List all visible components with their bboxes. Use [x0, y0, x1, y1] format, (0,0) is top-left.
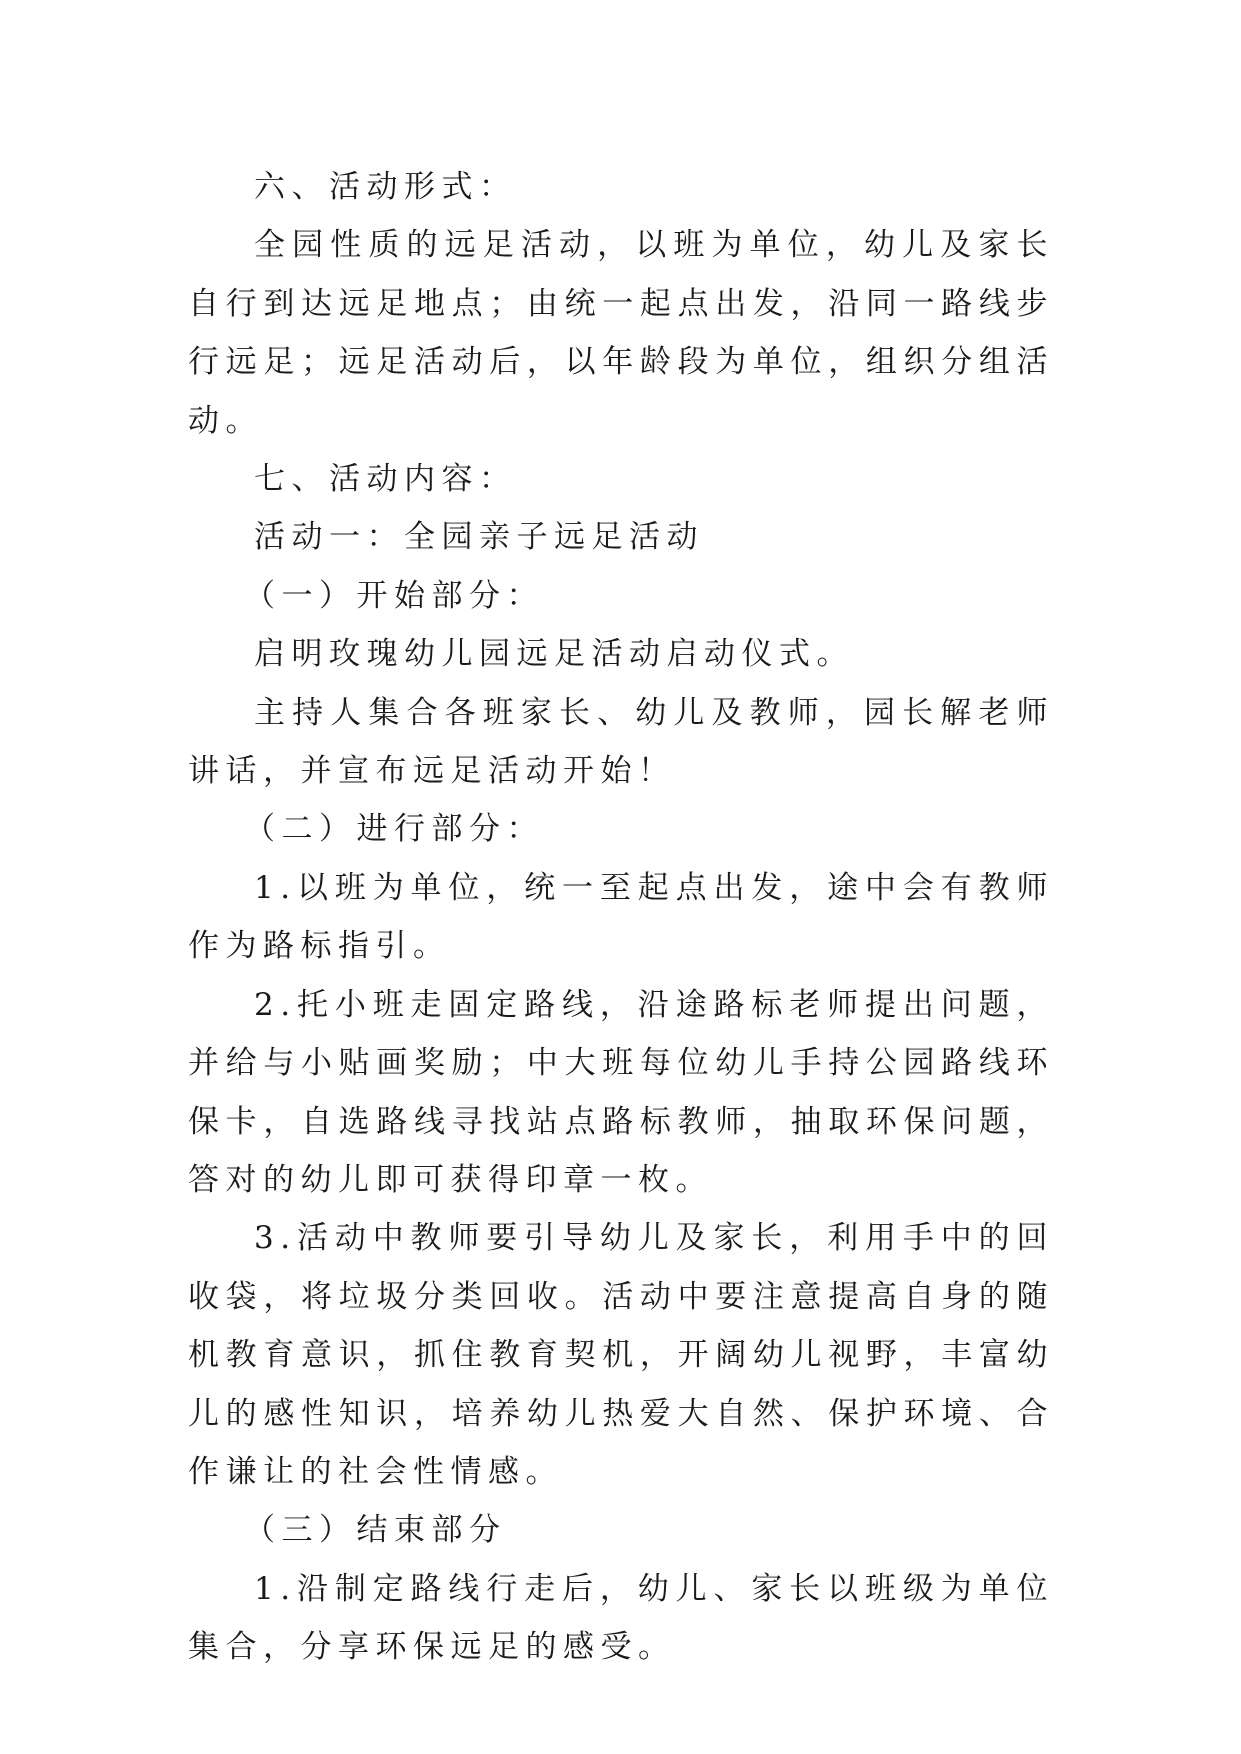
paragraph-launch-ceremony: 启明玫瑰幼儿园远足活动启动仪式。: [254, 636, 854, 673]
paragraph-host-gathering: 主持人集合各班家长、幼儿及教师，园长解老师讲话，并宣布远足活动开始！: [188, 694, 1054, 790]
list-item-end-1: 1.沿制定路线行走后，幼儿、家长以班级为单位集合，分享环保远足的感受。: [188, 1570, 1054, 1666]
section-heading-activity-content: 七、活动内容：: [254, 461, 517, 498]
list-item-progress-3: 3.活动中教师要引导幼儿及家长，利用手中的回收袋，将垃圾分类回收。活动中要注意提高自身的随机教育意识，抓住教育契机，开阔幼儿视野，丰富幼儿的感性知识，培养幼儿热爱大自然、保护环境、合作谦让的社会性情感。: [188, 1220, 1054, 1490]
subheading-start-part: （一）开始部分：: [244, 577, 544, 614]
document-body: [188, 158, 1054, 1677]
list-item-progress-1: 1.以班为单位，统一至起点出发，途中会有教师作为路标指引。: [188, 869, 1054, 965]
paragraph-activity-form: 全园性质的远足活动，以班为单位，幼儿及家长自行到达远足地点；由统一起点出发，沿同一路线步行远足；远足活动后，以年龄段为单位，组织分组活动。: [188, 227, 1054, 439]
subheading-end-part: （三）结束部分: [244, 1512, 507, 1549]
subheading-activity-one: 活动一：全园亲子远足活动: [254, 519, 704, 556]
subheading-progress-part: （二）进行部分：: [244, 811, 544, 848]
section-heading-activity-form: 六、活动形式：: [254, 169, 517, 205]
list-item-progress-2: 2.托小班走固定路线，沿途路标老师提出问题，并给与小贴画奖励；中大班每位幼儿手持公园路线环保卡，自选路线寻找站点路标教师，抽取环保问题，答对的幼儿即可获得印章一枚。: [188, 986, 1054, 1198]
